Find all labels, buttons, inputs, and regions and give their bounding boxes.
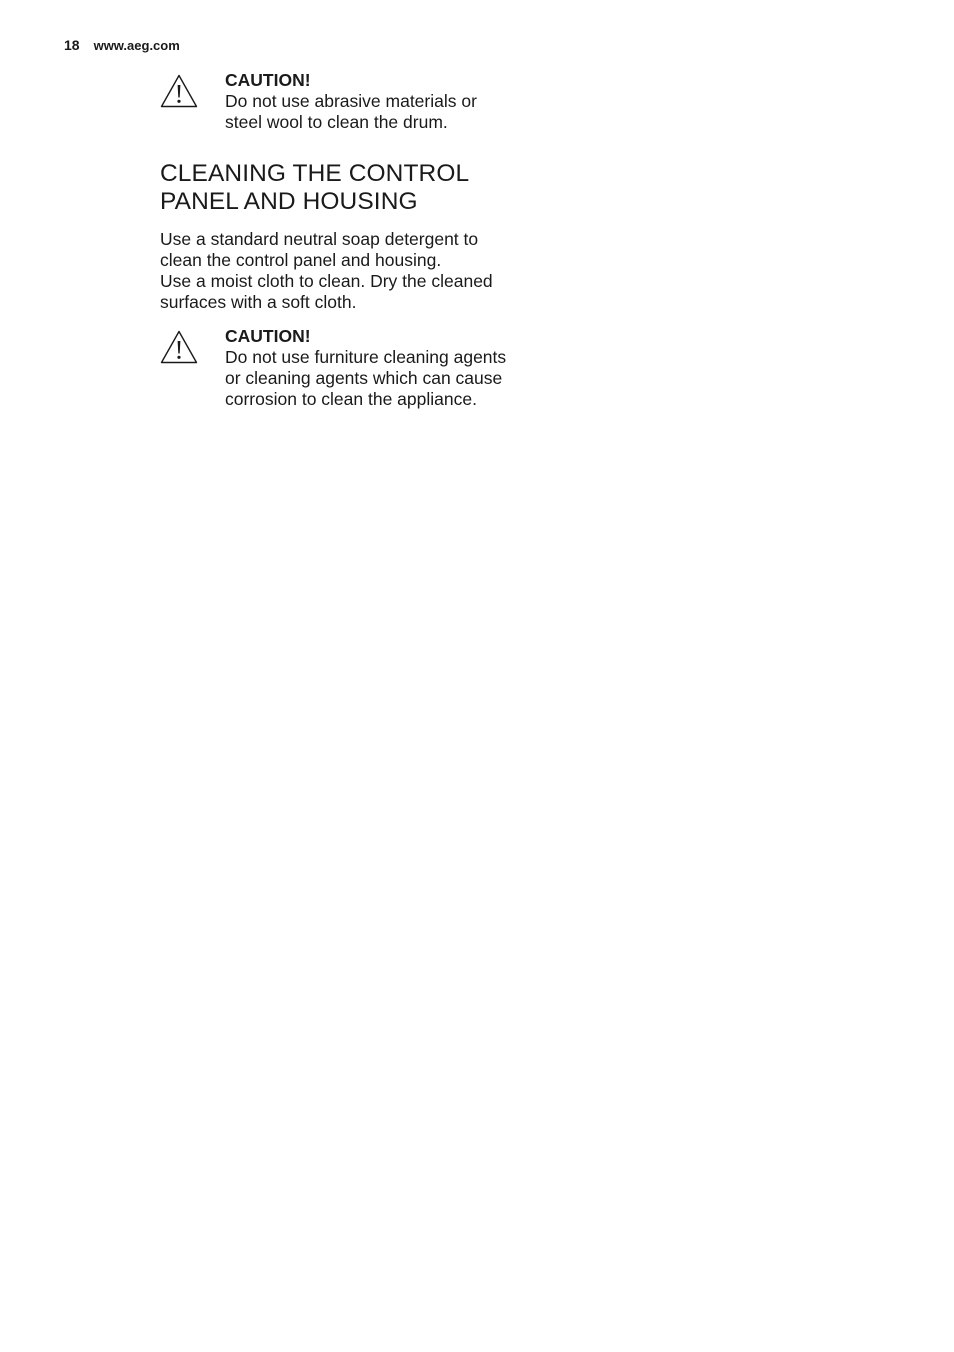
caution-text: Do not use abrasive materials or steel wool to clean the drum.	[225, 91, 477, 132]
warning-triangle-icon	[160, 74, 198, 108]
page-number: 18	[64, 37, 80, 53]
warning-triangle-icon	[160, 330, 198, 364]
section-title: CLEANING THE CONTROL PANEL AND HOUSING	[160, 160, 469, 215]
page-header	[64, 37, 180, 53]
caution-title: CAUTION!	[225, 70, 311, 90]
caution-title: CAUTION!	[225, 326, 311, 346]
section-paragraph-1: Use a standard neutral soap detergent to clean the control panel and housing.	[160, 229, 479, 270]
section-body	[160, 229, 515, 313]
section-paragraph-2: Use a moist cloth to clean. Dry the cleaned surfaces with a soft cloth.	[160, 271, 493, 312]
caution-text: Do not use furniture cleaning agents or cleaning agents which can cause corrosion to clean the appliance.	[225, 347, 507, 409]
website-url: www.aeg.com	[93, 38, 180, 53]
